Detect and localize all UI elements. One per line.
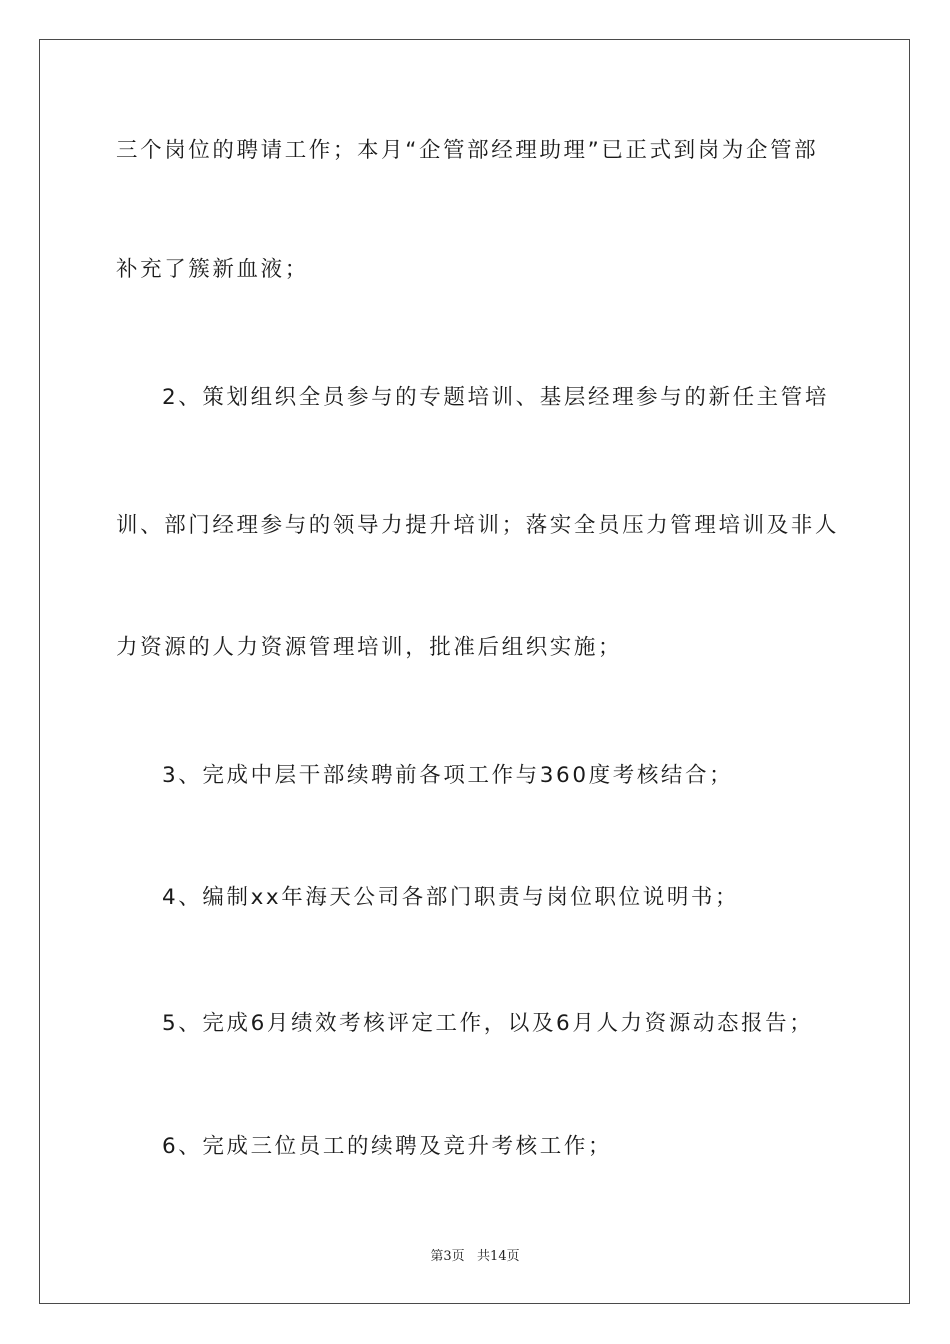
page-border <box>39 39 910 1304</box>
page-number-footer: 第3页 共14页 <box>430 1249 520 1264</box>
list-item-3: 3、完成中层干部续聘前各项工作与360度考核结合； <box>162 763 734 788</box>
list-item-6: 6、完成三位员工的续聘及竞升考核工作； <box>162 1134 613 1159</box>
paragraph-line: 力资源的人力资源管理培训，批准后组织实施； <box>116 635 623 660</box>
paragraph-line: 训、部门经理参与的领导力提升培训；落实全员压力管理培训及非人 <box>116 513 840 538</box>
paragraph-line: 三个岗位的聘请工作；本月“企管部经理助理”已正式到岗为企管部 <box>116 138 819 163</box>
paragraph-line: 补充了簇新血液； <box>116 257 309 282</box>
list-item-2: 2、策划组织全员参与的专题培训、基层经理参与的新任主管培 <box>162 385 829 410</box>
list-item-4: 4、编制xx年海天公司各部门职责与岗位职位说明书； <box>162 885 740 910</box>
list-item-5: 5、完成6月绩效考核评定工作，以及6月人力资源动态报告； <box>162 1011 814 1036</box>
